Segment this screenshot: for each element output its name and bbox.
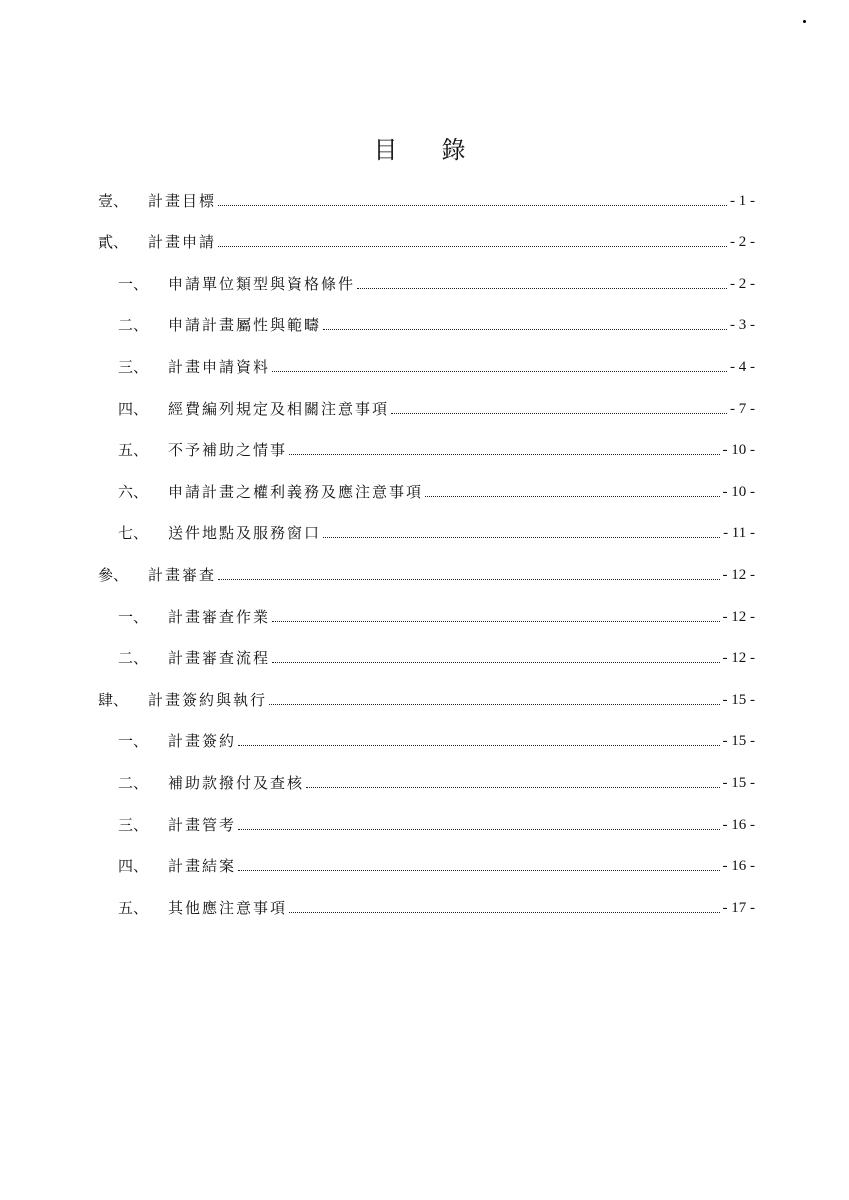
dot-leader	[306, 787, 719, 788]
toc-entry-page: - 4 -	[728, 354, 755, 380]
toc-entry-page: - 10 -	[721, 479, 756, 505]
toc-entry-title: 計畫申請	[148, 233, 217, 251]
toc-entry-page: - 2 -	[728, 229, 755, 255]
toc-entry-number: 一、	[118, 732, 149, 750]
toc-entry-page: - 10 -	[721, 437, 756, 463]
toc-entry-number: 二、	[118, 774, 149, 792]
toc-entry[interactable]	[0, 188, 849, 214]
toc-entry-page: - 12 -	[721, 562, 756, 588]
dot-leader	[323, 329, 727, 330]
toc-entry-title: 申請計畫屬性與範疇	[168, 316, 322, 334]
toc-entry-page: - 12 -	[721, 604, 756, 630]
scan-speck	[803, 20, 806, 23]
toc-entry-title: 申請計畫之權利義務及應注意事項	[168, 483, 424, 501]
toc-entry-number: 五、	[118, 441, 149, 459]
toc-entry-number: 一、	[118, 275, 149, 293]
toc-entry-title: 計畫目標	[148, 192, 217, 210]
dot-leader	[238, 829, 719, 830]
toc-entry-number: 二、	[118, 649, 149, 667]
toc-entry-title: 計畫審查	[148, 566, 217, 584]
dot-leader	[272, 371, 727, 372]
toc-entry[interactable]	[0, 396, 849, 422]
toc-entry-number: 二、	[118, 316, 149, 334]
toc-entry-title: 計畫審查流程	[168, 649, 271, 667]
toc-entry-title: 計畫簽約與執行	[148, 691, 268, 709]
toc-entry-page: - 3 -	[728, 312, 755, 338]
toc-entry[interactable]	[0, 770, 849, 796]
toc-entry[interactable]	[0, 312, 849, 338]
toc-entry-page: - 15 -	[721, 728, 756, 754]
toc-entry-title: 計畫申請資料	[168, 358, 271, 376]
toc-entry-title: 計畫審查作業	[168, 608, 271, 626]
toc-entry[interactable]	[0, 354, 849, 380]
dot-leader	[269, 704, 719, 705]
toc-entry[interactable]	[0, 271, 849, 297]
dot-leader	[425, 496, 719, 497]
toc-entry-number: 四、	[118, 400, 149, 418]
toc-entry-number: 一、	[118, 608, 149, 626]
toc-entry-title: 經費編列規定及相關注意事項	[168, 400, 390, 418]
toc-entry[interactable]	[0, 562, 849, 588]
toc-entry[interactable]	[0, 853, 849, 879]
toc-entry[interactable]	[0, 645, 849, 671]
dot-leader	[218, 205, 727, 206]
toc-entry-number: 三、	[118, 816, 149, 834]
toc-entry-title: 計畫結案	[168, 857, 237, 875]
toc-entry[interactable]	[0, 728, 849, 754]
toc-entry-number: 六、	[118, 483, 149, 501]
dot-leader	[357, 288, 727, 289]
toc-entry-page: - 16 -	[721, 853, 756, 879]
page-title: 目 錄	[373, 136, 476, 164]
dot-leader	[218, 579, 719, 580]
dot-leader	[272, 621, 719, 622]
toc-entry-page: - 12 -	[721, 645, 756, 671]
dot-leader	[218, 246, 727, 247]
toc-entry-title: 計畫管考	[168, 816, 237, 834]
dot-leader	[323, 537, 720, 538]
toc-entry-title: 補助款撥付及查核	[168, 774, 305, 792]
toc-entry[interactable]	[0, 687, 849, 713]
toc-entry-number: 七、	[118, 524, 149, 542]
dot-leader	[289, 454, 719, 455]
dot-leader	[238, 870, 719, 871]
toc-entry-page: - 1 -	[728, 188, 755, 214]
toc-entry-number: 三、	[118, 358, 149, 376]
toc-entry-number: 參、	[98, 566, 129, 584]
dot-leader	[272, 662, 719, 663]
toc-entry[interactable]	[0, 437, 849, 463]
toc-entry-page: - 11 -	[721, 520, 755, 546]
dot-leader	[289, 912, 719, 913]
toc-entry-number: 肆、	[98, 691, 129, 709]
toc-entry[interactable]	[0, 520, 849, 546]
toc-entry-page: - 17 -	[721, 895, 756, 921]
toc-entry-title: 計畫簽約	[168, 732, 237, 750]
toc-entry-title: 送件地點及服務窗口	[168, 524, 322, 542]
toc-entry-page: - 15 -	[721, 687, 756, 713]
toc-entry[interactable]	[0, 812, 849, 838]
toc-entry[interactable]	[0, 229, 849, 255]
toc-entry-page: - 2 -	[728, 271, 755, 297]
toc-entry-number: 四、	[118, 857, 149, 875]
toc-entry-title: 其他應注意事項	[168, 899, 288, 917]
toc-entry-page: - 15 -	[721, 770, 756, 796]
toc-entry-number: 五、	[118, 899, 149, 917]
dot-leader	[391, 413, 727, 414]
toc-entry-title: 申請單位類型與資格條件	[168, 275, 356, 293]
toc-entry-page: - 7 -	[728, 396, 755, 422]
toc-entry-number: 壹、	[98, 192, 129, 210]
toc-entry[interactable]	[0, 604, 849, 630]
toc-entry-page: - 16 -	[721, 812, 756, 838]
toc-entry[interactable]	[0, 895, 849, 921]
toc-entry-number: 貳、	[98, 233, 129, 251]
dot-leader	[238, 745, 719, 746]
toc-entry[interactable]	[0, 479, 849, 505]
toc-entry-title: 不予補助之情事	[168, 441, 288, 459]
